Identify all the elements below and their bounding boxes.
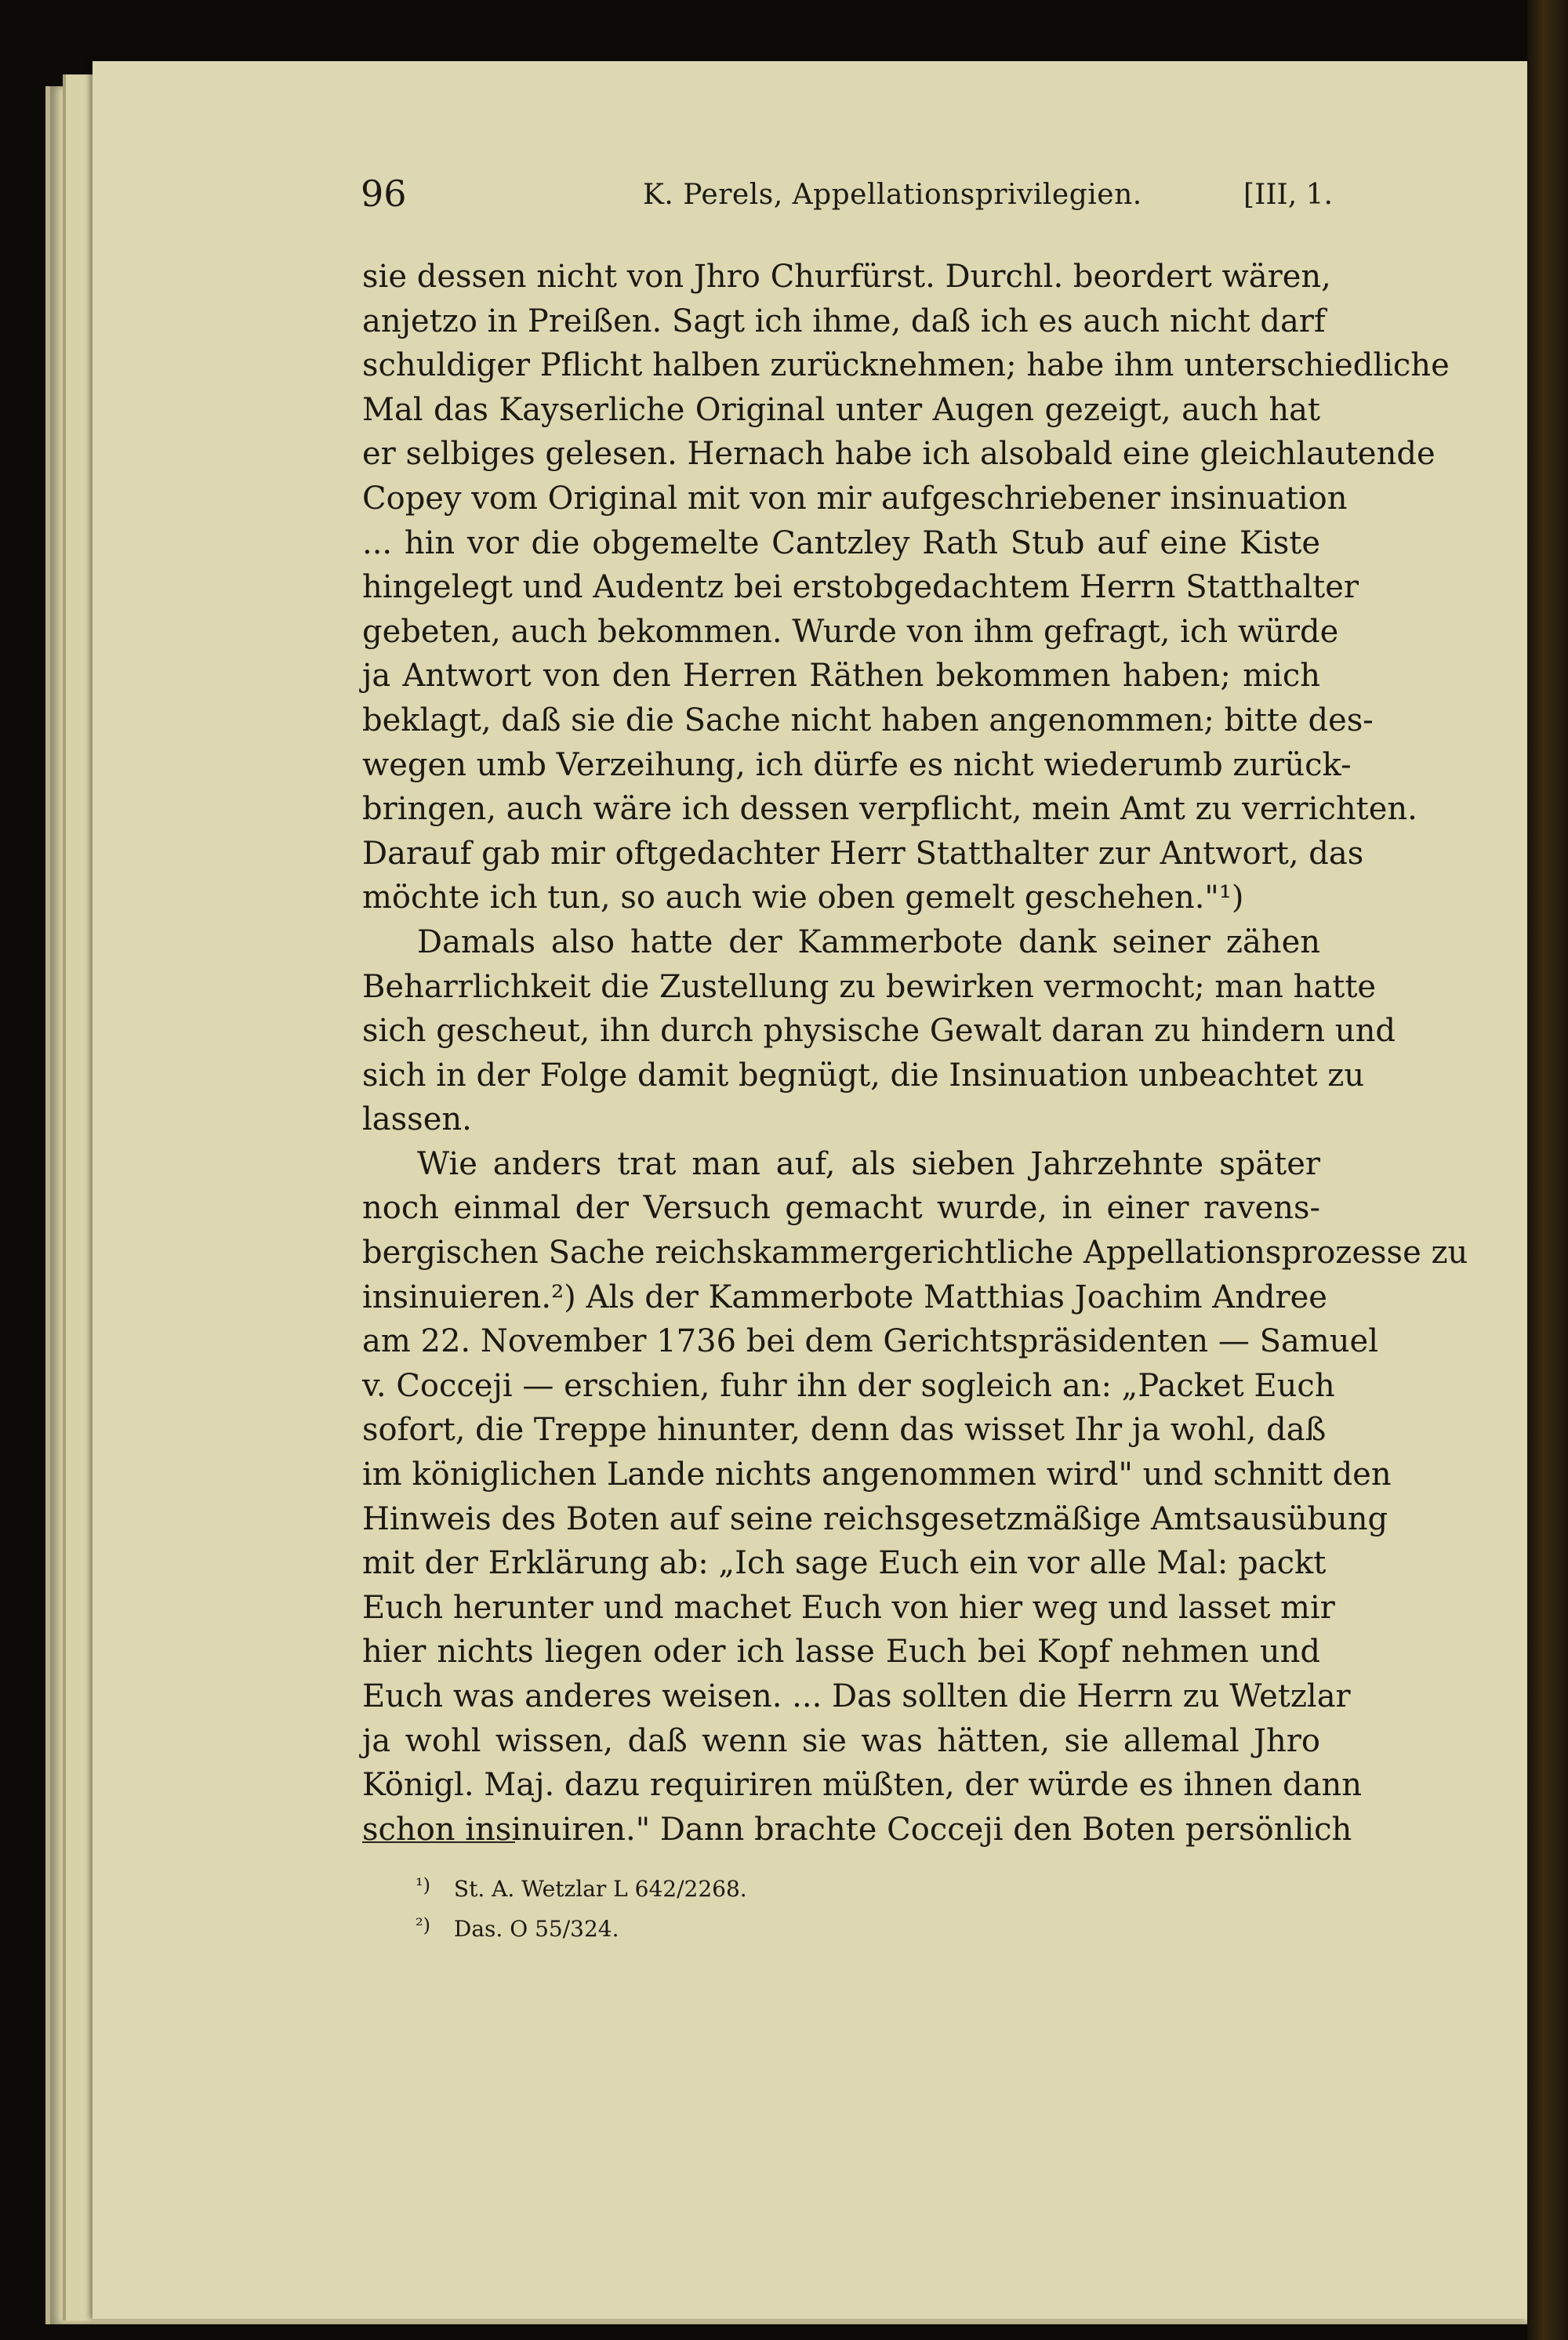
running-title: K. Perels, Appellationsprivilegien.: [643, 179, 1142, 211]
text-line: sie dessen nicht von Jhro Churfürst. Durchl. beordert wären,: [362, 259, 1331, 295]
text-line: Damals also hatte der Kammerbote dank seiner zähen: [417, 923, 1320, 960]
text-line: Euch was anderes weisen. ... Das sollten die Herrn zu Wetzlar: [362, 1678, 1351, 1714]
text-line: Mal das Kayserliche Original unter Augen gezeigt, auch hat: [362, 391, 1320, 428]
footnote-text: St. A. Wetzlar L 642/2268.: [453, 1876, 747, 1902]
footnote-1: [416, 1867, 1121, 1907]
text-line: beklagt, daß sie die Sache nicht haben angenommen; bitte des-: [362, 702, 1374, 738]
text-line: sofort, die Treppe hinunter, denn das wisset Ihr ja wohl, daß: [362, 1412, 1327, 1449]
text-line: mit der Erklärung ab: „Ich sage Euch ein vor alle Mal: packt: [362, 1545, 1327, 1582]
text-line: noch einmal der Versuch gemacht wurde, in einer ravens-: [362, 1190, 1320, 1227]
footnote-mark: ²): [416, 1914, 430, 1936]
text-line: insinuieren.²) Als der Kammerbote Matthias Joachim Andree: [362, 1279, 1327, 1315]
text-line: ... hin vor die obgemelte Cantzley Rath Stub auf eine Kiste: [362, 524, 1320, 561]
text-line: bergischen Sache reichskammergerichtliche Appellationsprozesse zu: [362, 1235, 1468, 1272]
text-line: sich gescheut, ihn durch physische Gewalt daran zu hindern und: [362, 1013, 1396, 1050]
text-line: anjetzo in Preißen. Sagt ich ihme, daß ich es auch nicht darf: [362, 303, 1326, 339]
text-line: gebeten, auch bekommen. Wurde von ihm gefragt, ich würde: [362, 613, 1339, 650]
text-line: sich in der Folge damit begnügt, die Insinuation unbeachtet zu: [362, 1057, 1365, 1094]
section-reference: [III, 1.: [1243, 179, 1333, 211]
text-line: Beharrlichkeit die Zustellung zu bewirken vermocht; man hatte: [362, 968, 1377, 1005]
footnote-mark: ¹): [416, 1874, 430, 1896]
running-header: [361, 172, 1333, 219]
footnotes: [416, 1867, 1121, 1947]
footnote-text: Das. O 55/324.: [453, 1916, 619, 1942]
text-line: Euch herunter und machet Euch von hier weg und lasset mir: [362, 1589, 1335, 1626]
binding-edge: [1527, 0, 1568, 2340]
page-number: 96: [361, 172, 407, 215]
text-line: schon insinuiren." Dann brachte Cocceji den Boten persönlich: [362, 1811, 1352, 1848]
text-line: ja wohl wissen, daß wenn sie was hätten, sie allemal Jhro: [362, 1722, 1320, 1759]
text-line: am 22. November 1736 bei dem Gerichtspräsidenten — Samuel: [362, 1323, 1379, 1360]
text-line: wegen umb Verzeihung, ich dürfe es nicht wiederumb zurück-: [362, 746, 1352, 783]
text-line: bringen, auch wäre ich dessen verpflicht, mein Amt zu verrichten.: [362, 791, 1417, 828]
text-line: lassen.: [362, 1101, 472, 1138]
text-line: Königl. Maj. dazu requiriren müßten, der würde es ihnen dann: [362, 1767, 1362, 1804]
footnote-rule: [362, 1841, 515, 1843]
text-line: Copey vom Original mit von mir aufgeschriebener insinuation: [362, 480, 1348, 517]
text-line: Wie anders trat man auf, als sieben Jahrzehnte später: [417, 1145, 1320, 1182]
text-line: im königlichen Lande nichts angenommen wird" und schnitt den: [362, 1457, 1392, 1493]
text-line: schuldiger Pflicht halben zurücknehmen; habe ihm unterschiedliche: [362, 347, 1450, 384]
text-line: v. Cocceji — erschien, fuhr ihn der sogleich an: „Packet Euch: [362, 1367, 1335, 1404]
text-line: Darauf gab mir oftgedachter Herr Statthalter zur Antwort, das: [362, 835, 1364, 872]
text-line: er selbiges gelesen. Hernach habe ich alsobald eine gleichlautende: [362, 436, 1436, 473]
text-line: ja Antwort von den Herren Räthen bekommen haben; mich: [362, 658, 1320, 695]
text-line: hingelegt und Audentz bei erstobgedachtem Herrn Statthalter: [362, 569, 1359, 606]
text-line: Hinweis des Boten auf seine reichsgesetzmäßige Amtsausübung: [362, 1500, 1388, 1537]
text-line: möchte ich tun, so auch wie oben gemelt geschehen."¹): [362, 880, 1244, 916]
text-line: hier nichts liegen oder ich lasse Euch bei Kopf nehmen und: [362, 1634, 1320, 1671]
body-text: [362, 255, 1468, 1852]
footnote-2: [416, 1907, 1121, 1947]
